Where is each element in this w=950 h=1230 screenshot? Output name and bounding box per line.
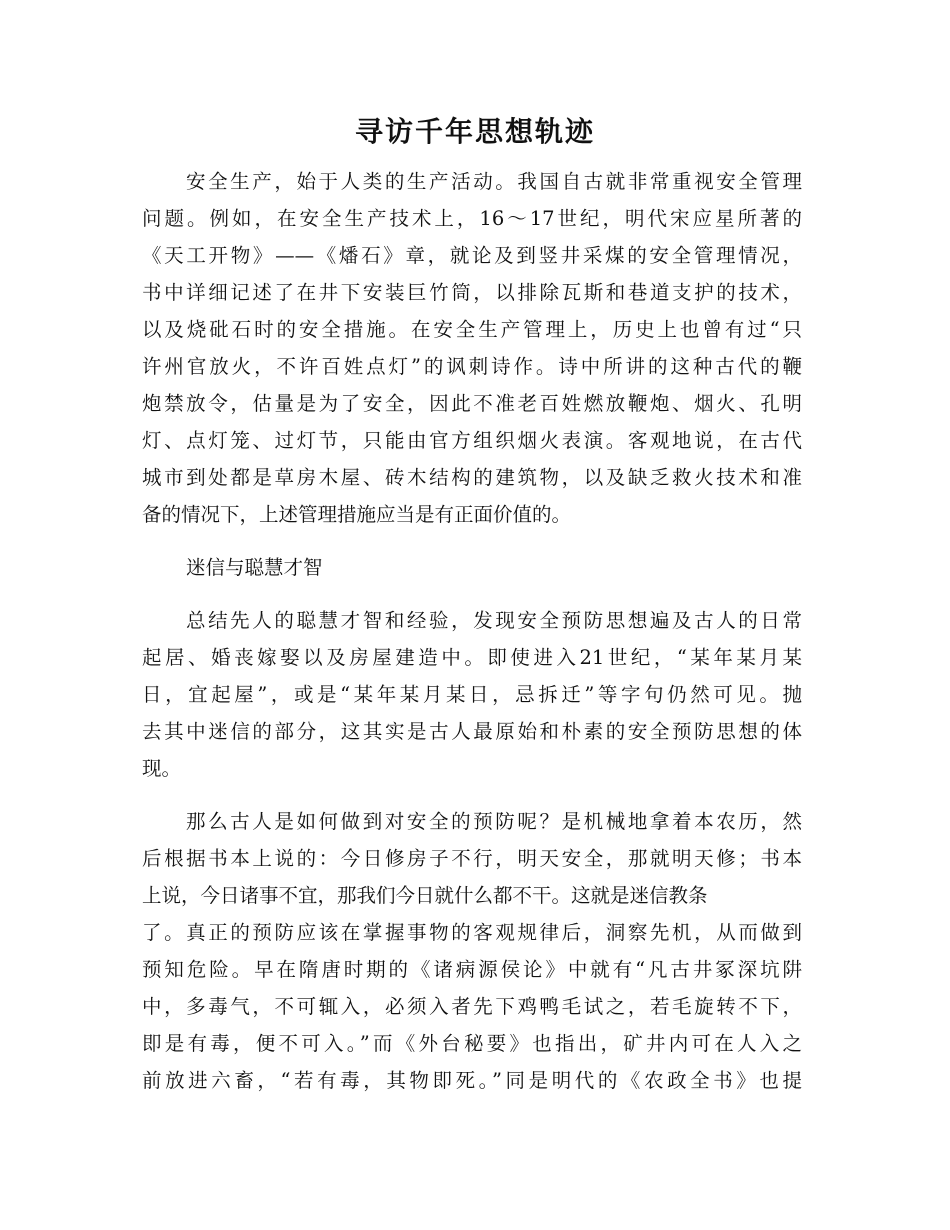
- paragraph-3-line-7: 即是有毒，便不可入。”而《外台秘要》也指出，矿井内可在人入之: [142, 1032, 802, 1055]
- paragraph-3-line-1: 那么古人是如何做到对安全的预防呢？是机械地拿着本农历，然: [186, 810, 802, 833]
- paragraph-3-line-6: 中，多毒气，不可辄入，必须入者先下鸡鸭毛试之，若毛旋转不下，: [142, 995, 802, 1018]
- paragraph-1-line-3: 《天工开物》——《燔石》章，就论及到竖井采煤的安全管理情况，: [142, 244, 802, 267]
- section-subheading: 迷信与聪慧才智: [186, 556, 323, 579]
- paragraph-2-line-4: 去其中迷信的部分，这其实是古人最原始和朴素的安全预防思想的体: [142, 720, 802, 743]
- page-title: 寻访千年思想轨迹: [354, 115, 595, 148]
- paragraph-1-line-4: 书中详细记述了在井下安装巨竹筒，以排除瓦斯和巷道支护的技术，: [142, 281, 802, 304]
- paragraph-3-line-4: 了。真正的预防应该在掌握事物的客观规律后，洞察先机，从而做到: [142, 921, 802, 944]
- paragraph-2-line-2: 起居、婚丧嫁娶以及房屋建造中。即使进入21世纪，“某年某月某: [142, 646, 802, 669]
- paragraph-1-line-1: 安全生产，始于人类的生产活动。我国自古就非常重视安全管理: [186, 170, 802, 193]
- paragraph-1-line-9: 城市到处都是草房木屋、砖木结构的建筑物，以及缺乏救火技术和准: [142, 466, 802, 489]
- paragraph-2-line-1: 总结先人的聪慧才智和经验，发现安全预防思想遍及古人的日常: [186, 609, 802, 632]
- paragraph-3-line-3: 上说，今日诸事不宜，那我们今日就什么都不干。这就是迷信教条: [142, 884, 708, 907]
- paragraph-1-line-8: 灯、点灯笼、过灯节，只能由官方组织烟火表演。客观地说，在古代: [142, 429, 802, 452]
- paragraph-1-line-2: 问题。例如，在安全生产技术上，16～17世纪，明代宋应星所著的: [142, 207, 802, 230]
- paragraph-3-line-2: 后根据书本上说的：今日修房子不行，明天安全，那就明天修；书本: [142, 847, 802, 870]
- paragraph-1-line-10: 备的情况下，上述管理措施应当是有正面价值的。: [142, 503, 572, 526]
- paragraph-3-line-8: 前放进六畜，“若有毒，其物即死。”同是明代的《农政全书》也提: [142, 1069, 802, 1092]
- paragraph-2-line-3: 日，宜起屋”，或是“某年某月某日，忌拆迁”等字句仍然可见。抛: [142, 683, 802, 706]
- paragraph-2-line-5: 现。: [142, 757, 182, 780]
- paragraph-3-line-5: 预知危险。早在隋唐时期的《诸病源侯论》中就有“凡古井冢深坑阱: [142, 958, 802, 981]
- paragraph-1-line-5: 以及烧砒石时的安全措施。在安全生产管理上，历史上也曾有过“只: [142, 318, 802, 341]
- paragraph-1-line-7: 炮禁放令，估量是为了安全，因此不准老百姓燃放鞭炮、烟火、孔明: [142, 392, 802, 415]
- paragraph-1-line-6: 许州官放火，不许百姓点灯”的讽刺诗作。诗中所讲的这种古代的鞭: [142, 355, 802, 378]
